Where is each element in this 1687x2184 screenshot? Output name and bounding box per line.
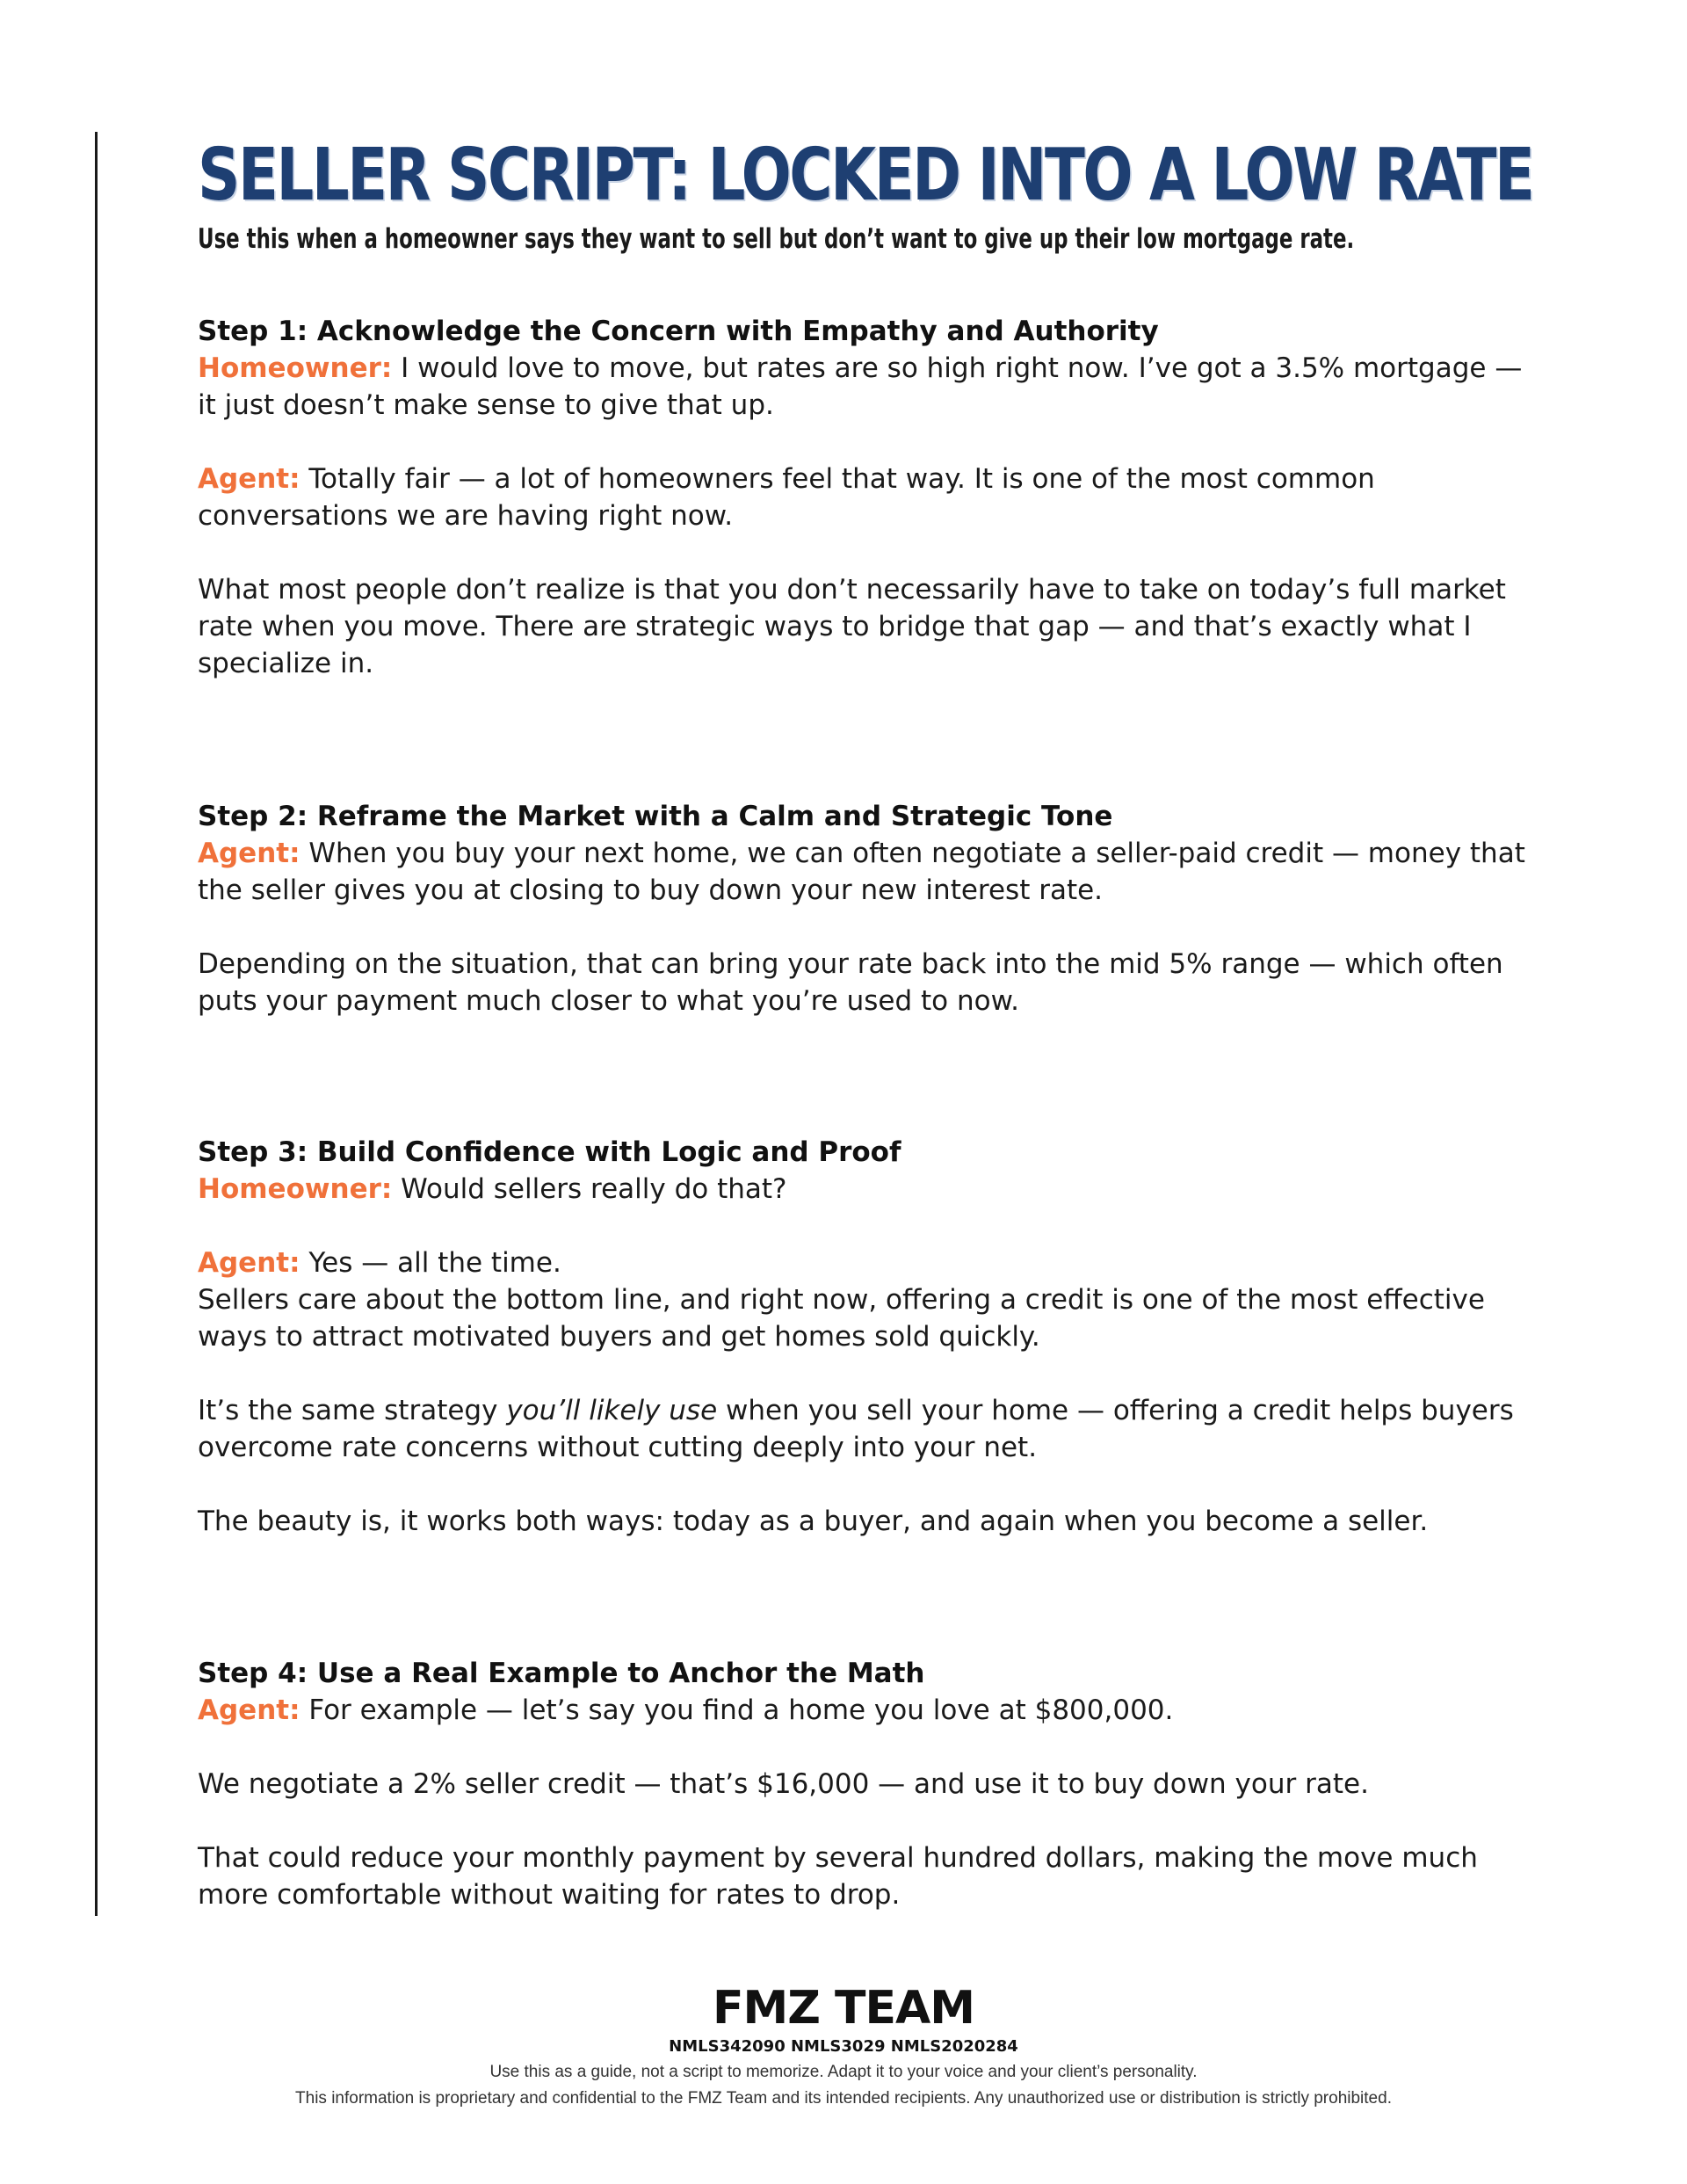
step-4-paragraph: We negotiate a 2% seller credit — that’s $16,000 — and use it to buy down your rate. [198, 1768, 1369, 1800]
step-2-heading: Step 2: Reframe the Market with a Calm and Strategic Tone [198, 801, 1113, 832]
homeowner-label: Homeowner: [198, 1173, 393, 1205]
homeowner-label: Homeowner: [198, 352, 393, 384]
step-4-closing: That could reduce your monthly payment by several hundred dollars, making the move much more comfortable without waiting for rates to drop. [198, 1842, 1478, 1911]
step-1-heading: Step 1: Acknowledge the Concern with Empathy and Authority [198, 316, 1159, 347]
disclaimer-guide: Use this as a guide, not a script to memorize. Adapt it to your voice and your client’s personality. [489, 2063, 1198, 2081]
homeowner-text: Would sellers really do that? [392, 1173, 787, 1205]
step-2-agent-line [198, 835, 1533, 909]
agent-label: Agent: [198, 1694, 300, 1726]
agent-text: Yes — all the time. [300, 1247, 561, 1279]
step-3-section [198, 1134, 1533, 1540]
nmls-numbers: NMLS342090 NMLS3029 NMLS2020284 [669, 2037, 1018, 2056]
step-4-section [198, 1655, 1533, 1913]
paragraph-text: It’s the same strategy [198, 1395, 507, 1426]
step-3-paragraph [198, 1392, 1533, 1466]
agent-label: Agent: [198, 838, 300, 869]
left-vertical-rule [95, 132, 98, 1916]
step-3-homeowner-line [198, 1171, 1533, 1208]
document-content [198, 132, 1533, 1911]
step-4-heading: Step 4: Use a Real Example to Anchor the Math [198, 1658, 925, 1689]
italic-emphasis: you’ll likely use [506, 1395, 718, 1426]
agent-text: When you buy your next home, we can often negotiate a seller-paid credit — money that the seller gives you at closing to buy down your new interest rate. [198, 838, 1525, 906]
step-1-homeowner-line [198, 350, 1533, 424]
agent-text-continued: Sellers care about the bottom line, and right now, offering a credit is one of the most effective ways to attract motivated buyers and get homes sold quickly. [198, 1284, 1485, 1353]
step-1-paragraph: What most people don’t realize is that you don’t necessarily have to take on today’s full market rate when you move. There are strategic ways to bridge that gap — and that’s exactly what I specialize in. [198, 574, 1506, 679]
step-2-section [198, 798, 1533, 1019]
step-2-paragraph: Depending on the situation, that can bring your rate back into the mid 5% range — which often puts your payment much closer to what you’re used to now. [198, 948, 1503, 1017]
page-title: SELLER SCRIPT: LOCKED INTO A LOW RATE [198, 134, 1533, 217]
page-subtitle: Use this when a homeowner says they want to sell but don’t want to give up their low mortgage rate. [198, 223, 1355, 255]
agent-text: For example — let’s say you find a home you love at $800,000. [300, 1694, 1174, 1726]
footer [0, 1982, 1687, 2112]
step-1-section [198, 313, 1533, 682]
agent-label: Agent: [198, 463, 300, 495]
step-1-agent-line [198, 461, 1533, 534]
step-4-agent-line [198, 1692, 1533, 1729]
paragraph-text: when you sell your home — offering a credit helps buyers overcome rate concerns without cutting deeply into your net. [198, 1395, 1514, 1463]
brand-logo: FMZ TEAM [712, 1982, 975, 2035]
step-3-agent-block [198, 1244, 1533, 1355]
agent-text: Totally fair — a lot of homeowners feel that way. It is one of the most common conversations we are having right now. [198, 463, 1375, 532]
agent-label: Agent: [198, 1247, 300, 1279]
step-3-heading: Step 3: Build Confidence with Logic and Proof [198, 1136, 901, 1168]
step-3-closing: The beauty is, it works both ways: today as a buyer, and again when you become a seller. [198, 1506, 1429, 1537]
disclaimer-confidential: This information is proprietary and confidential to the FMZ Team and its intended recipients. Any unauthorized use or distribution is strictly prohibited. [295, 2089, 1392, 2108]
homeowner-text: I would love to move, but rates are so high right now. I’ve got a 3.5% mortgage — it just doesn’t make sense to give that up. [198, 352, 1523, 421]
